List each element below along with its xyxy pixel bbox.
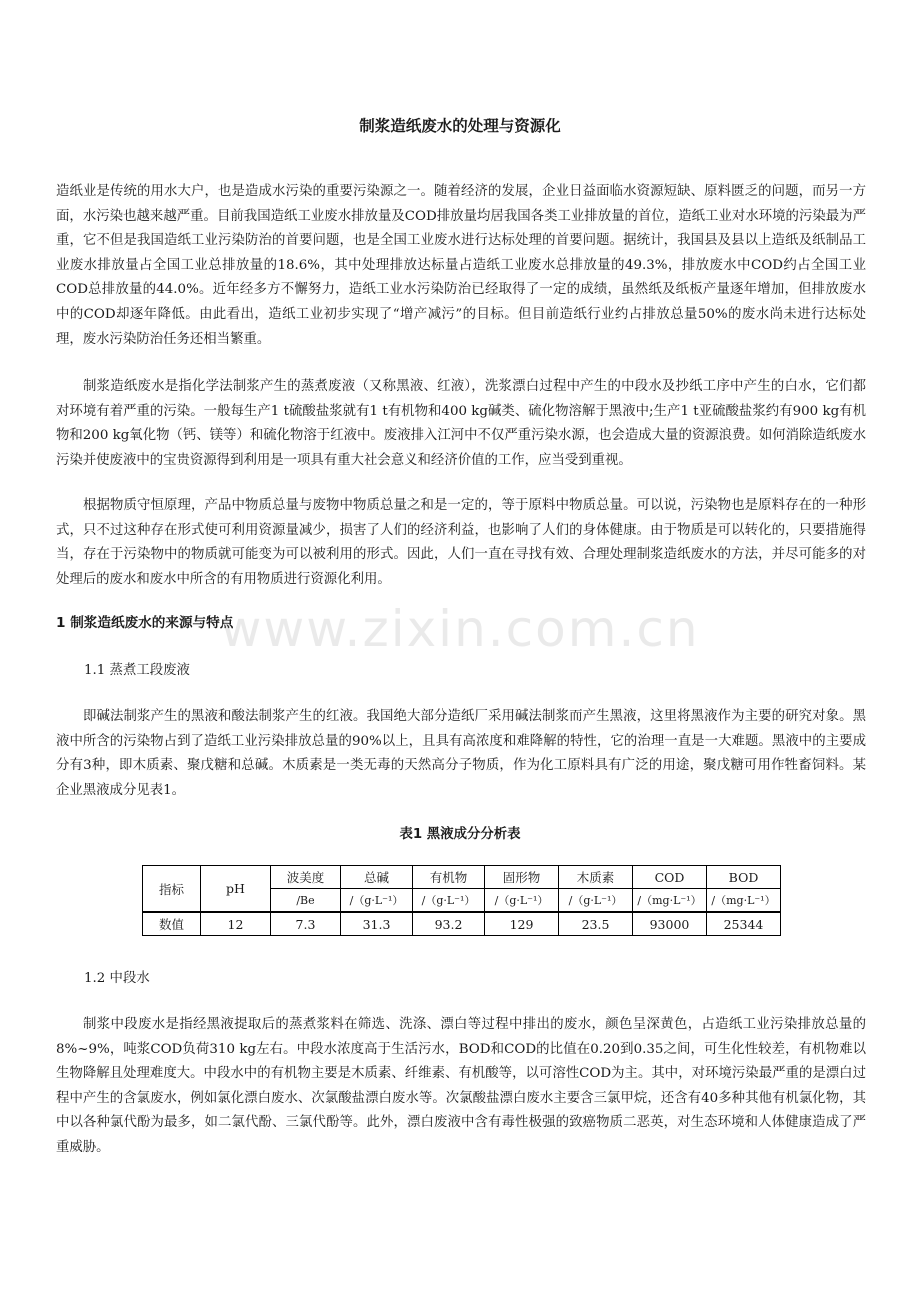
table-row: [143, 912, 781, 936]
header-bod: BOD: [707, 866, 781, 889]
unit-cod: /（mg·L⁻¹）: [633, 889, 707, 913]
unit-organic: /（g·L⁻¹）: [413, 889, 485, 913]
paragraph-black-liquor: 即碱法制浆产生的黑液和酸法制浆产生的红液。我国绝大部分造纸厂采用碱法制浆而产生黑液，这里将黑液作为主要的研究对象。黑液中所含的污染物占到了造纸工业污染排放总量的90%以上，且具有高浓度和难降解的特性，它的治理一直是一大难题。黑液中的主要成分有3种，即木质素、聚戊糖和总碱。木质素是一类无毒的天然高分子物质，作为化工原料具有广泛的用途，聚戊糖可用作牲畜饲料。某企业黑液成分见表1。: [56, 709, 866, 798]
row-label: 数值: [143, 912, 201, 936]
value-organic: 93.2: [413, 912, 485, 936]
value-solids: 129: [485, 912, 559, 936]
subsection-heading-1-1: 1.1 蒸煮工段废液: [84, 663, 190, 678]
header-total-alkali: 总碱: [341, 866, 413, 889]
value-bod: 25344: [707, 912, 781, 936]
intro-paragraph: 造纸业是传统的用水大户，也是造成水污染的重要污染源之一。随着经济的发展，企业日益面临水资源短缺、原料匮乏的问题，而另一方面，水污染也越来越严重。目前我国造纸工业废水排放量及COD排放量均居我国各类工业排放量的首位，造纸工业对水环境的污染最为严重，它不但是我国造纸工业污染防治的首要问题，也是全国工业废水进行达标处理的首要问题。据统计，我国县及县以上造纸及纸制品工业废水排放量占全国工业总排放量的18.6%，其中处理排放达标量占造纸工业废水总排放量的49.3%，排放废水中COD约占全国工业COD总排放量的44.0%。近年经多方不懈努力，造纸工业水污染防治已经取得了一定的成绩，虽然纸及纸板产量逐年增加，但排放废水中的COD却逐年降低。由此看出，造纸工业初步实现了“增产减污”的目标。但目前造纸行业约占排放总量50%的废水尚未进行达标处理，废水污染防治任务还相当繁重。: [56, 184, 866, 347]
unit-baume: /Be: [271, 889, 341, 913]
unit-lignin: /（g·L⁻¹）: [559, 889, 633, 913]
header-baume: 波美度: [271, 866, 341, 889]
section-heading-1: 1 制浆造纸废水的来源与特点: [56, 615, 234, 631]
unit-solids: /（g·L⁻¹）: [485, 889, 559, 913]
paragraph-conservation: 根据物质守恒原理，产品中物质总量与废物中物质总量之和是一定的，等于原料中物质总量。可以说，污染物也是原料存在的一种形式，只不过这种存在形式使可利用资源量减少，损害了人们的经济利益，也影响了人们的身体健康。由于物质是可以转化的，只要措施得当，存在于污染物中的物质就可能变为可以被利用的形式。因此，人们一直在寻找有效、合理处理制浆造纸废水的方法，并尽可能多的对处理后的废水和废水中所含的有用物质进行资源化利用。: [56, 498, 866, 587]
table-caption: 表1 黑液成分分析表: [399, 827, 521, 842]
document-title: 制浆造纸废水的处理与资源化: [359, 117, 561, 135]
value-cod: 93000: [633, 912, 707, 936]
header-ph: pH: [201, 866, 271, 913]
black-liquor-table: [142, 865, 781, 936]
value-baume: 7.3: [271, 912, 341, 936]
paragraph-wastewater-sources: 制浆造纸废水是指化学法制浆产生的蒸煮废液（又称黑液、红液），洗浆漂白过程中产生的中段水及抄纸工序中产生的白水，它们都对环境有着严重的污染。一般每生产1 t硫酸盐浆就有1 t有机物和400 kg碱类、硫化物溶解于黑液中;生产1 t亚硫酸盐浆约有900 kg有机物和200 kg氧化物（钙、镁等）和硫化物溶于红液中。废液排入江河中不仅严重污染水源，也会造成大量的资源浪费。如何消除造纸废水污染并使废液中的宝贵资源得到利用是一项具有重大社会意义和经济价值的工作，应当受到重视。: [56, 379, 866, 468]
header-index: 指标: [143, 866, 201, 913]
unit-bod: /（mg·L⁻¹）: [707, 889, 781, 913]
header-cod: COD: [633, 866, 707, 889]
header-solids: 固形物: [485, 866, 559, 889]
unit-total-alkali: /（g·L⁻¹）: [341, 889, 413, 913]
header-organic: 有机物: [413, 866, 485, 889]
paragraph-middle-water: 制浆中段废水是指经黑液提取后的蒸煮浆料在筛选、洗涤、漂白等过程中排出的废水，颜色呈深黄色，占造纸工业污染排放总量的8%~9%，吨浆COD负荷310 kg左右。中段水浓度高于生活污水，BOD和COD的比值在0.20到0.35之间，可生化性较差，有机物难以生物降解且处理难度大。中段水中的有机物主要是木质素、纤维素、有机酸等，以可溶性COD为主。其中，对环境污染最严重的是漂白过程中产生的含氯废水，例如氯化漂白废水、次氯酸盐漂白废水等。次氯酸盐漂白废水主要含三氯甲烷，还含有40多种其他有机氯化物，其中以各种氯代酚为最多，如二氯代酚、三氯代酚等。此外，漂白废液中含有毒性极强的致癌物质二恶英，对生态环境和人体健康造成了严重威胁。: [56, 1017, 866, 1155]
table-header-row: [143, 866, 781, 889]
header-lignin: 木质素: [559, 866, 633, 889]
watermark: www.zixin.com.cn: [220, 600, 700, 658]
value-lignin: 23.5: [559, 912, 633, 936]
value-total-alkali: 31.3: [341, 912, 413, 936]
subsection-heading-1-2: 1.2 中段水: [84, 971, 150, 986]
value-ph: 12: [201, 912, 271, 936]
